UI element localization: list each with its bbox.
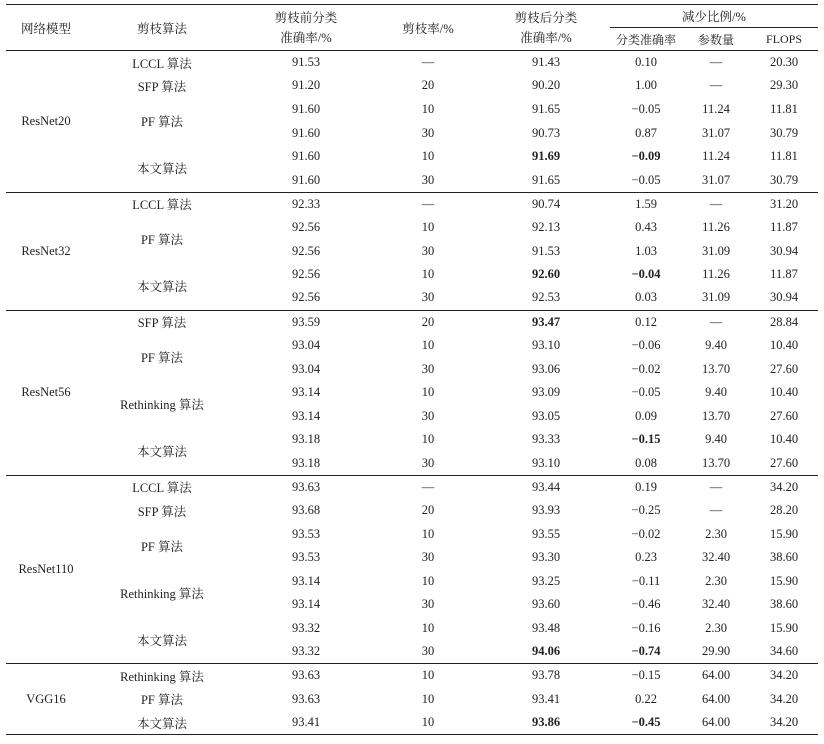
cell-method: 本文算法 [136, 445, 187, 460]
cell-acc-after: 90.73 [531, 125, 561, 140]
cell-acc-drop: −0.15 [631, 668, 661, 683]
cell-prune-rate: 30 [421, 172, 435, 187]
table-row [6, 711, 818, 735]
cell-flops: 11.87 [770, 267, 798, 282]
cell-method: 本文算法 [136, 716, 187, 731]
cell-flops: 11.81 [770, 101, 798, 116]
cell-prune-rate: 30 [421, 455, 435, 470]
cell-acc-after: 93.30 [531, 550, 561, 565]
cell-method: SFP 算法 [137, 504, 187, 519]
cell-prune-rate: 10 [421, 621, 435, 636]
cell-flops: 10.40 [769, 337, 799, 352]
cell-flops: 27.60 [769, 361, 799, 376]
cell-network: ResNet56 [21, 385, 71, 400]
cell-prune-rate: 10 [421, 526, 435, 541]
cell-prune-rate: 10 [421, 267, 435, 282]
cell-acc-before: 93.63 [291, 479, 321, 494]
cell-flops: 11.81 [770, 149, 798, 164]
cell-acc-after: 91.43 [531, 55, 561, 70]
cell-acc-after: 93.44 [531, 479, 561, 494]
cell-method: 本文算法 [136, 280, 187, 295]
cell-flops: 30.79 [769, 172, 799, 187]
cell-acc-drop: 0.87 [635, 125, 657, 140]
cell-acc-drop: −0.11 [631, 573, 661, 588]
table-row [6, 51, 818, 75]
cell-acc-before: 93.53 [291, 526, 321, 541]
table-row [6, 310, 818, 334]
cell-params: 11.24 [702, 149, 730, 164]
cell-network: ResNet32 [21, 243, 71, 258]
cell-prune-rate: 30 [421, 408, 435, 423]
cell-acc-after: 93.93 [531, 503, 561, 518]
cell-prune-rate: 30 [421, 644, 435, 659]
cell-acc-drop: −0.04 [631, 267, 661, 282]
cell-acc-before: 92.56 [291, 219, 321, 234]
cell-params: 64.00 [701, 691, 731, 706]
cell-prune-rate: 30 [421, 290, 435, 305]
cell-acc-drop: 0.08 [635, 455, 657, 470]
cell-acc-before: 93.32 [291, 621, 321, 636]
table-row [6, 98, 818, 122]
cell-acc-after: 93.33 [531, 432, 561, 447]
cell-flops: 28.84 [769, 314, 799, 329]
cell-flops: 15.90 [769, 621, 799, 636]
cell-acc-after: 93.06 [531, 361, 561, 376]
cell-acc-after: 91.69 [531, 149, 561, 164]
cell-acc-before: 92.56 [291, 267, 321, 282]
cell-method: 本文算法 [136, 162, 187, 177]
cell-acc-drop: −0.15 [631, 432, 661, 447]
cell-method: PF 算法 [140, 233, 184, 248]
cell-acc-after: 93.10 [531, 455, 561, 470]
cell-prune-rate: 10 [421, 668, 435, 683]
table-row [6, 664, 818, 688]
cell-params: 31.07 [701, 172, 731, 187]
cell-acc-after: 93.41 [531, 691, 561, 706]
cell-prune-rate: 30 [421, 125, 435, 140]
cell-acc-after: 92.53 [531, 290, 561, 305]
header-sub-flops: FLOPS [765, 31, 803, 46]
header-acc-before [238, 5, 374, 51]
cell-acc-drop: −0.02 [631, 361, 661, 376]
cell-params: 11.24 [702, 101, 730, 116]
cell-acc-drop: −0.16 [631, 621, 661, 636]
cell-params: 2.30 [705, 573, 727, 588]
cell-prune-rate: 30 [421, 597, 435, 612]
cell-acc-after: 93.09 [531, 385, 561, 400]
cell-acc-before: 92.56 [291, 243, 321, 258]
cell-acc-drop: 0.19 [635, 479, 657, 494]
cell-acc-before: 93.18 [291, 455, 321, 470]
cell-acc-before: 91.60 [291, 172, 321, 187]
cell-method: PF 算法 [140, 115, 184, 130]
cell-params: 31.07 [701, 125, 731, 140]
table-group [6, 192, 818, 310]
cell-acc-drop: −0.74 [631, 644, 661, 659]
cell-params: — [709, 55, 723, 70]
cell-acc-drop: −0.46 [631, 597, 661, 612]
cell-params: — [709, 503, 723, 518]
cell-acc-drop: 1.00 [635, 78, 657, 93]
cell-acc-drop: −0.06 [631, 337, 661, 352]
cell-method: SFP 算法 [137, 316, 187, 331]
cell-network: ResNet110 [18, 562, 74, 577]
table-row [6, 381, 818, 405]
cell-acc-before: 93.41 [291, 715, 321, 730]
cell-prune-rate: 10 [421, 337, 435, 352]
cell-method: LCCL 算法 [132, 481, 192, 496]
header-network: 网络模型 [20, 21, 71, 36]
header-sub-acc: 分类准确率 [615, 32, 676, 47]
cell-flops: 38.60 [769, 550, 799, 565]
cell-params: — [709, 479, 723, 494]
cell-params: 13.70 [701, 361, 731, 376]
cell-prune-rate: — [421, 196, 435, 211]
cell-acc-drop: 0.10 [635, 55, 657, 70]
cell-acc-before: 93.14 [291, 597, 321, 612]
cell-acc-drop: 0.12 [635, 314, 657, 329]
cell-acc-drop: 0.09 [635, 408, 657, 423]
cell-acc-drop: −0.45 [631, 715, 661, 730]
cell-params: 2.30 [705, 621, 727, 636]
table-row [6, 570, 818, 594]
cell-prune-rate: — [421, 55, 435, 70]
cell-acc-after: 93.60 [531, 597, 561, 612]
cell-flops: 20.30 [769, 55, 799, 70]
table-group [6, 51, 818, 193]
cell-flops: 30.94 [769, 243, 799, 258]
cell-flops: 34.20 [769, 691, 799, 706]
cell-acc-before: 93.59 [291, 314, 321, 329]
cell-params: 64.00 [701, 715, 731, 730]
cell-acc-before: 93.63 [291, 668, 321, 683]
cell-method: PF 算法 [140, 693, 184, 708]
table-header [6, 5, 818, 51]
cell-prune-rate: 30 [421, 361, 435, 376]
cell-flops: 27.60 [769, 408, 799, 423]
cell-acc-after: 93.48 [531, 621, 561, 636]
cell-params: 11.26 [702, 219, 730, 234]
cell-params: 2.30 [705, 526, 727, 541]
cell-network: VGG16 [26, 691, 66, 706]
cell-acc-before: 93.32 [291, 644, 321, 659]
cell-flops: 29.30 [769, 78, 799, 93]
table-row [6, 688, 818, 712]
cell-method: LCCL 算法 [132, 198, 192, 213]
cell-acc-drop: 0.23 [635, 550, 657, 565]
cell-prune-rate: 10 [421, 219, 435, 234]
cell-acc-before: 91.20 [291, 78, 321, 93]
cell-acc-after: 93.05 [531, 408, 561, 423]
table-row [6, 617, 818, 641]
header-prune-rate: 剪枝率/% [402, 21, 454, 36]
cell-method: Rethinking 算法 [120, 669, 204, 684]
cell-flops: 15.90 [769, 526, 799, 541]
cell-flops: 34.20 [769, 715, 799, 730]
table-row [6, 499, 818, 523]
header-method: 剪枝算法 [136, 21, 187, 36]
cell-acc-before: 93.53 [291, 550, 321, 565]
cell-flops: 38.60 [769, 597, 799, 612]
cell-params: 9.40 [705, 432, 727, 447]
table-group [6, 475, 818, 664]
header-acc-before-line2: 准确率/% [280, 30, 332, 45]
cell-network: ResNet20 [21, 113, 71, 128]
cell-acc-before: 93.14 [291, 408, 321, 423]
cell-acc-drop: 1.03 [635, 243, 657, 258]
cell-acc-before: 93.04 [291, 337, 321, 352]
cell-acc-before: 93.14 [291, 573, 321, 588]
cell-prune-rate: 10 [421, 432, 435, 447]
cell-method: Rethinking 算法 [120, 587, 204, 602]
header-sub-params: 参数量 [697, 32, 734, 47]
cell-params: 13.70 [701, 455, 731, 470]
cell-params: 9.40 [705, 385, 727, 400]
cell-prune-rate: 20 [421, 503, 435, 518]
cell-acc-after: 93.25 [531, 573, 561, 588]
cell-params: — [709, 78, 723, 93]
table-group [6, 310, 818, 475]
cell-acc-drop: −0.09 [631, 149, 661, 164]
cell-acc-after: 94.06 [531, 644, 561, 659]
cell-params: 11.26 [702, 267, 730, 282]
cell-method: 本文算法 [136, 634, 187, 649]
cell-acc-before: 91.60 [291, 101, 321, 116]
cell-acc-drop: 0.22 [635, 691, 657, 706]
table-row [6, 74, 818, 98]
cell-acc-drop: −0.05 [631, 172, 661, 187]
cell-acc-before: 93.18 [291, 432, 321, 447]
cell-acc-drop: 0.43 [635, 219, 657, 234]
cell-prune-rate: 10 [421, 691, 435, 706]
header-acc-after [482, 5, 610, 51]
cell-prune-rate: 10 [421, 715, 435, 730]
table-row [6, 145, 818, 169]
cell-params: 29.90 [701, 644, 731, 659]
cell-acc-drop: −0.25 [631, 503, 661, 518]
table-row [6, 263, 818, 287]
header-acc-after-line2: 准确率/% [520, 30, 572, 45]
cell-params: 64.00 [701, 668, 731, 683]
cell-prune-rate: 10 [421, 101, 435, 116]
cell-acc-before: 91.53 [291, 55, 321, 70]
cell-flops: 10.40 [769, 385, 799, 400]
cell-prune-rate: — [421, 479, 435, 494]
cell-flops: 34.20 [769, 479, 799, 494]
header-acc-after-line1: 剪枝后分类 [514, 10, 578, 25]
cell-prune-rate: 10 [421, 149, 435, 164]
cell-acc-before: 92.56 [291, 290, 321, 305]
cell-flops: 27.60 [769, 455, 799, 470]
cell-acc-drop: 0.03 [635, 290, 657, 305]
cell-acc-after: 92.13 [531, 219, 561, 234]
cell-method: PF 算法 [140, 351, 184, 366]
cell-acc-after: 93.10 [531, 337, 561, 352]
cell-acc-before: 92.33 [291, 196, 321, 211]
cell-flops: 28.20 [769, 503, 799, 518]
cell-acc-before: 93.63 [291, 691, 321, 706]
cell-flops: 15.90 [769, 573, 799, 588]
cell-acc-after: 91.65 [531, 172, 561, 187]
cell-acc-after: 91.65 [531, 101, 561, 116]
table-row [6, 334, 818, 358]
cell-acc-after: 93.86 [531, 715, 561, 730]
cell-acc-before: 91.60 [291, 149, 321, 164]
cell-flops: 30.79 [769, 125, 799, 140]
cell-params: 31.09 [701, 290, 731, 305]
cell-prune-rate: 30 [421, 550, 435, 565]
cell-params: — [709, 196, 723, 211]
table-row [6, 216, 818, 240]
table-row [6, 475, 818, 499]
cell-method: Rethinking 算法 [120, 398, 204, 413]
results-table [6, 4, 818, 735]
header-reduction: 减少比例/% [610, 5, 818, 28]
cell-params: 32.40 [701, 597, 731, 612]
cell-prune-rate: 20 [421, 78, 435, 93]
cell-params: 9.40 [705, 337, 727, 352]
cell-acc-drop: −0.05 [631, 101, 661, 116]
cell-flops: 34.20 [769, 668, 799, 683]
cell-flops: 30.94 [769, 290, 799, 305]
cell-method: PF 算法 [140, 539, 184, 554]
cell-acc-after: 93.55 [531, 526, 561, 541]
cell-acc-drop: −0.02 [631, 526, 661, 541]
cell-acc-before: 93.04 [291, 361, 321, 376]
cell-acc-drop: 1.59 [635, 196, 657, 211]
cell-flops: 11.87 [770, 219, 798, 234]
cell-flops: 31.20 [769, 196, 799, 211]
cell-prune-rate: 10 [421, 573, 435, 588]
cell-acc-before: 93.14 [291, 385, 321, 400]
table-row [6, 522, 818, 546]
cell-flops: 10.40 [769, 432, 799, 447]
cell-acc-after: 90.20 [531, 78, 561, 93]
cell-prune-rate: 20 [421, 314, 435, 329]
cell-acc-after: 90.74 [531, 196, 561, 211]
cell-params: 31.09 [701, 243, 731, 258]
cell-acc-after: 93.47 [531, 314, 561, 329]
cell-acc-after: 91.53 [531, 243, 561, 258]
cell-method: LCCL 算法 [132, 56, 192, 71]
cell-flops: 34.60 [769, 644, 799, 659]
table-row [6, 428, 818, 452]
cell-acc-after: 92.60 [531, 267, 561, 282]
header-acc-before-line1: 剪枝前分类 [274, 10, 338, 25]
cell-params: — [709, 314, 723, 329]
cell-acc-drop: −0.05 [631, 385, 661, 400]
table-group [6, 664, 818, 735]
cell-acc-after: 93.78 [531, 668, 561, 683]
cell-acc-before: 91.60 [291, 125, 321, 140]
cell-params: 13.70 [701, 408, 731, 423]
cell-acc-before: 93.68 [291, 503, 321, 518]
cell-method: SFP 算法 [137, 79, 187, 94]
cell-params: 32.40 [701, 550, 731, 565]
table-row [6, 192, 818, 216]
cell-prune-rate: 10 [421, 385, 435, 400]
cell-prune-rate: 30 [421, 243, 435, 258]
